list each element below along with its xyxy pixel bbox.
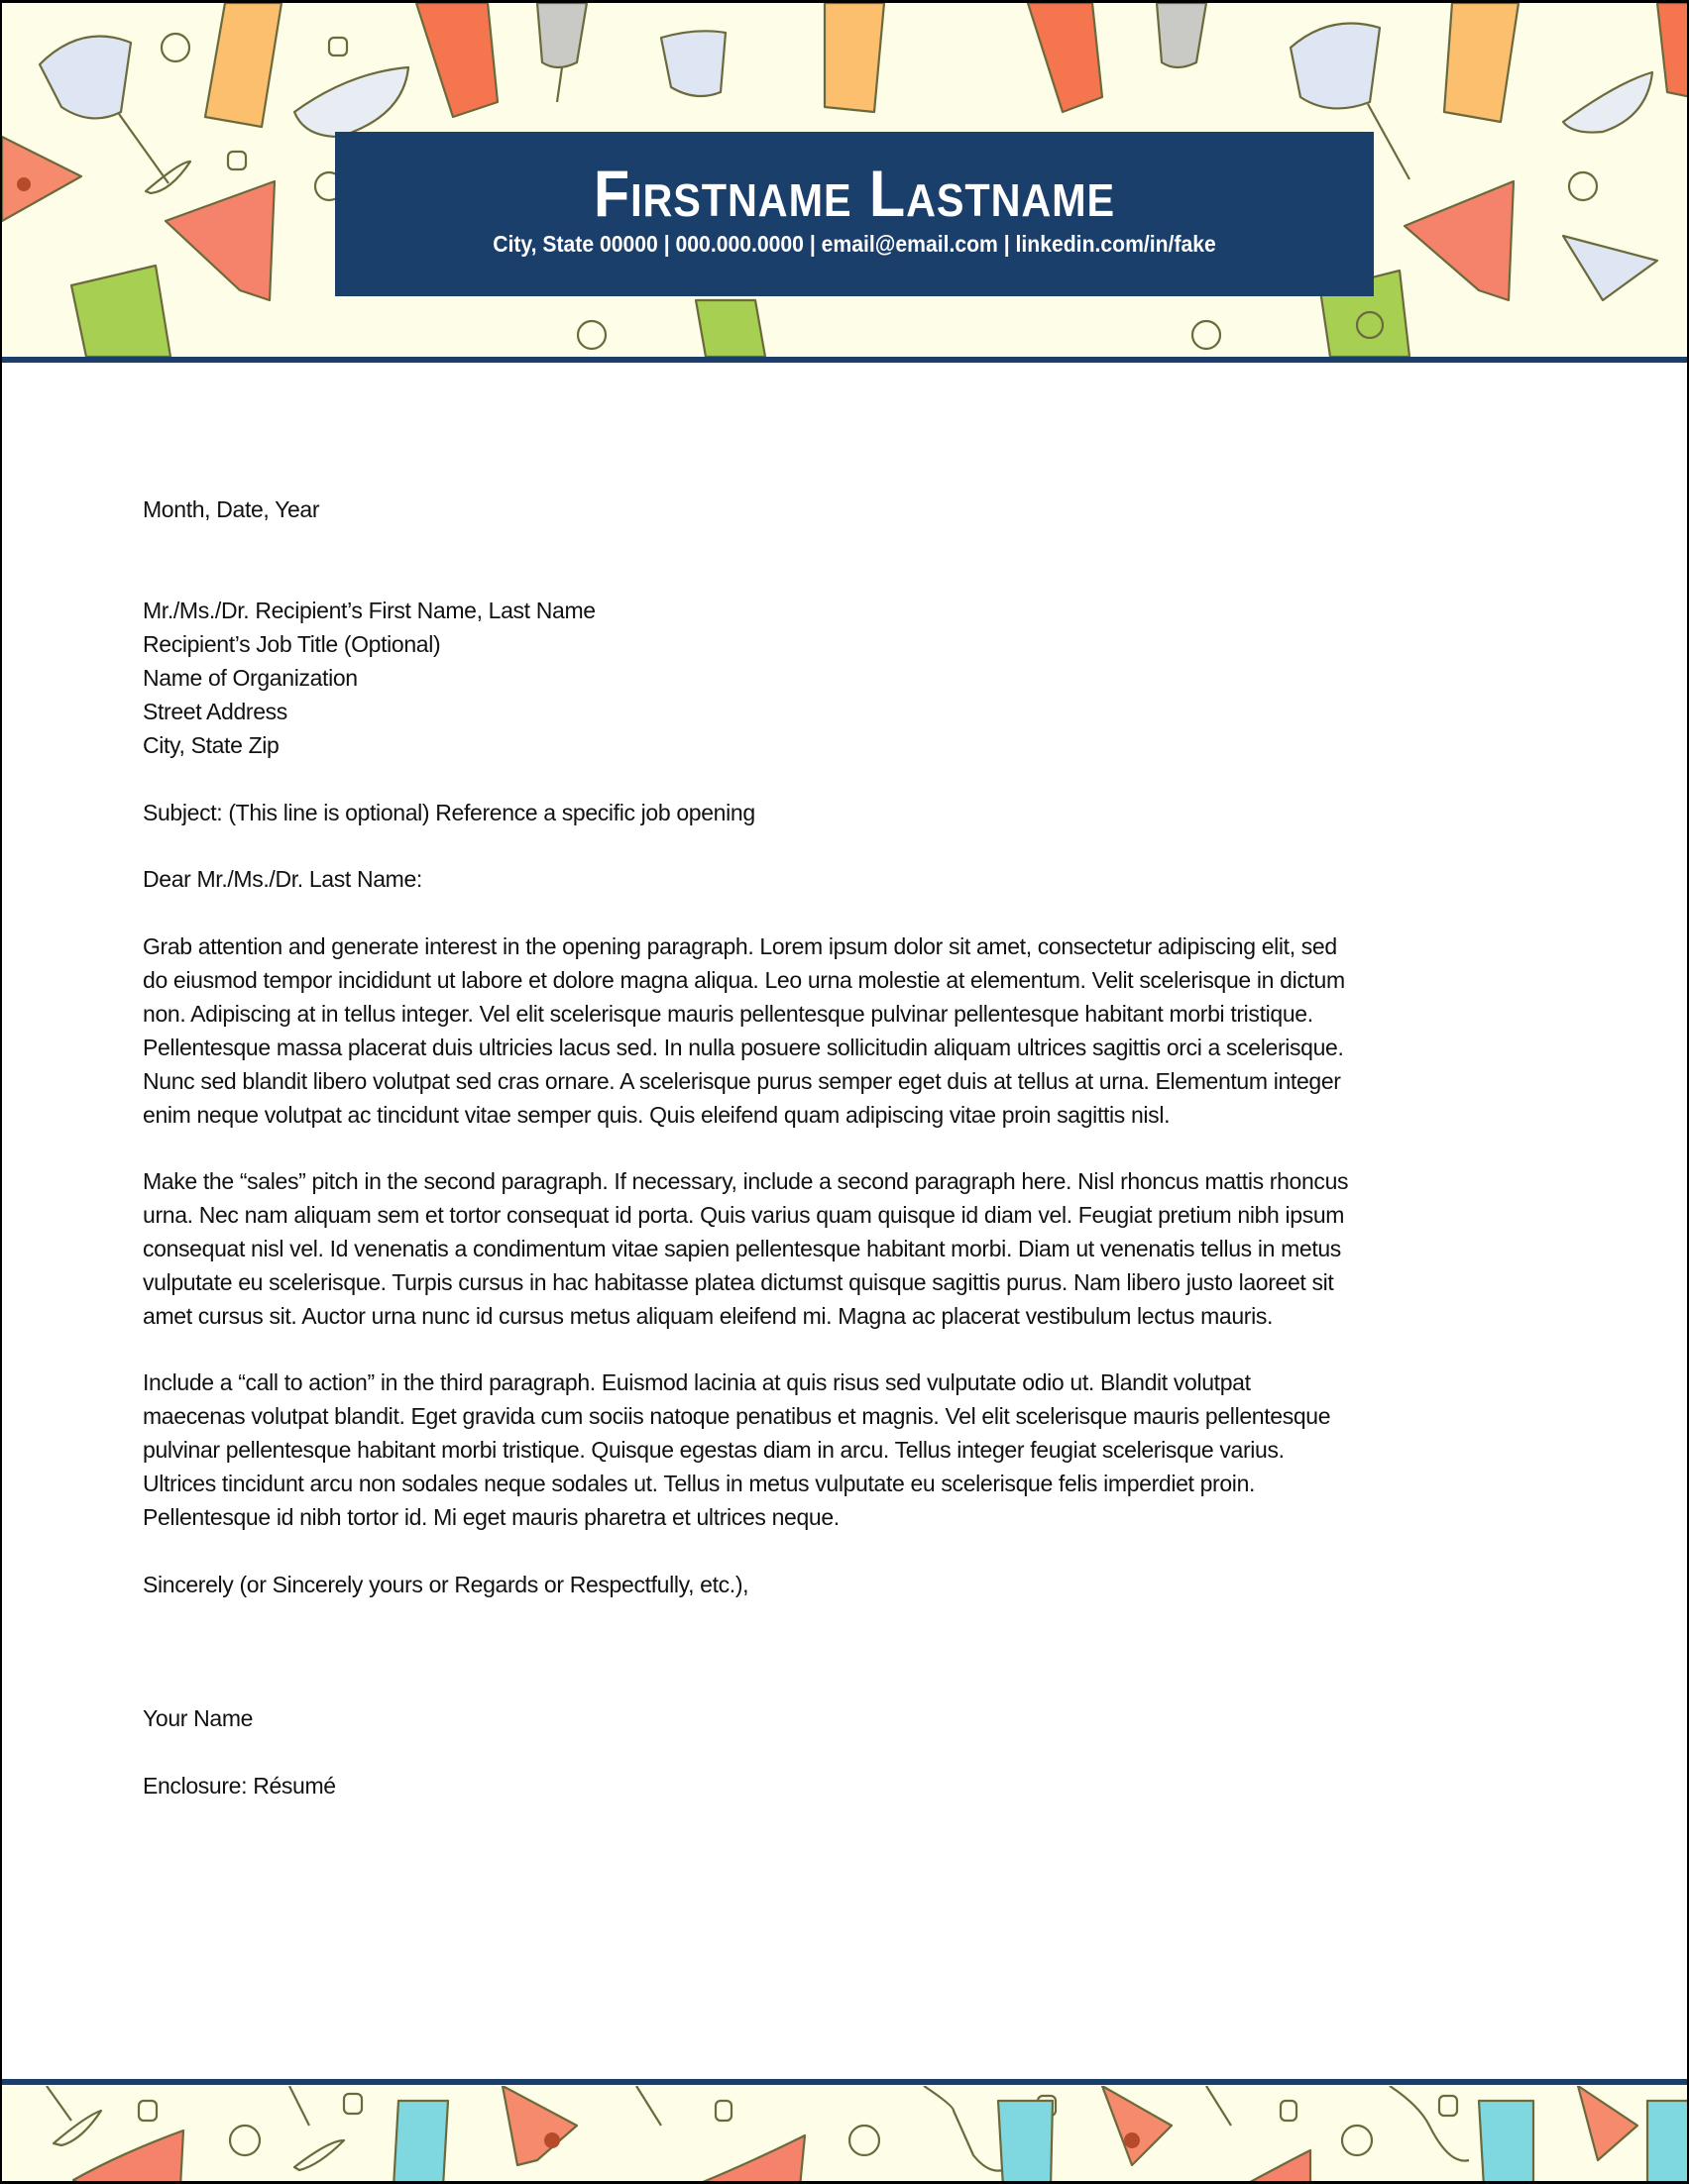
name-header-box: [335, 132, 1374, 296]
contact-line: City, State 00000 | 000.000.0000 | email@email.com | linkedin.com/in/fake: [493, 231, 1216, 257]
cocktail-pattern-icon: [2, 2086, 1687, 2184]
signature-name: Your Name: [143, 1705, 254, 1731]
footer-divider-rule: [2, 2079, 1687, 2085]
paragraph-line: Ultrices tincidunt arcu non sodales neque sodales ut. Tellus in metus vulputate eu scelerisque felis imperdiet proin.: [143, 1471, 1256, 1496]
paragraph-line: pulvinar pellentesque habitant morbi tristique. Quisque egestas diam in arcu. Tellus integer feugiat scelerisque varius.: [143, 1437, 1285, 1463]
enclosure-line: Enclosure: Résumé: [143, 1773, 336, 1799]
applicant-name: Firstname Lastname: [593, 157, 1116, 230]
paragraph-line: enim neque volutpat ac tincidunt vitae semper quis. Quis eleifend quam adipiscing vitae proin sagittis nisl.: [143, 1102, 1171, 1128]
recipient-street-line: Street Address: [143, 699, 287, 724]
paragraph-line: consequat nisl vel. Id venenatis a condimentum vitae sapien pellentesque habitant morbi. Diam ut venenatis tellus in metus: [143, 1236, 1341, 1261]
subject-line: Subject: (This line is optional) Reference a specific job opening: [143, 800, 755, 825]
recipient-name-line: Mr./Ms./Dr. Recipient’s First Name, Last Name: [143, 598, 596, 623]
footer-pattern-band: [2, 2086, 1687, 2184]
paragraph-line: vulputate eu scelerisque. Turpis cursus in hac habitasse platea dictumst quisque sagittis purus. Nam libero justo laoreet sit: [143, 1269, 1334, 1295]
paragraph-line: amet cursus sit. Auctor urna nunc id cursus metus aliquam eleifend mi. Magna ac placerat vestibulum lectus mauris.: [143, 1303, 1274, 1329]
closing-line: Sincerely (or Sincerely yours or Regards or Respectfully, etc.),: [143, 1572, 749, 1597]
recipient-title-line: Recipient’s Job Title (Optional): [143, 631, 441, 657]
paragraph-line: Make the “sales” pitch in the second paragraph. If necessary, include a second paragraph here. Nisl rhoncus mattis rhoncus: [143, 1168, 1349, 1194]
paragraph-line: non. Adipiscing at in tellus integer. Vel elit scelerisque mauris pellentesque pulvinar pellentesque habitant morbi tristique.: [143, 1001, 1313, 1027]
recipient-organization-line: Name of Organization: [143, 665, 358, 691]
paragraph-line: urna. Nec nam aliquam sem et tortor consequat id porta. Quis varius quam quisque id diam vel. Feugiat pretium nibh ipsum: [143, 1202, 1345, 1228]
letter-date: Month, Date, Year: [143, 496, 320, 522]
header-divider-rule: [2, 357, 1687, 363]
salutation: Dear Mr./Ms./Dr. Last Name:: [143, 866, 422, 892]
paragraph-line: Grab attention and generate interest in the opening paragraph. Lorem ipsum dolor sit amet, consectetur adipiscing elit, sed: [143, 933, 1337, 959]
paragraph-line: maecenas volutpat blandit. Eget gravida cum sociis natoque penatibus et magnis. Vel elit scelerisque mauris pellentesque: [143, 1403, 1331, 1429]
paragraph-line: do eiusmod tempor incididunt ut labore et dolore magna aliqua. Leo urna molestie at elementum. Velit scelerisque in dictum: [143, 967, 1345, 993]
paragraph-line: Pellentesque massa placerat duis ultricies lacus sed. In nulla posuere sollicitudin aliquam ultrices sagittis orci a scelerisque.: [143, 1035, 1344, 1060]
paragraph-line: Include a “call to action” in the third paragraph. Euismod lacinia at quis risus sed vulputate odio ut. Blandit volutpat: [143, 1369, 1251, 1395]
paragraph-line: Nunc sed blandit libero volutpat sed cras ornare. A scelerisque purus semper eget duis at tellus at urna. Elementum integer: [143, 1068, 1341, 1094]
recipient-city-line: City, State Zip: [143, 732, 280, 758]
paragraph-line: Pellentesque id nibh tortor id. Mi eget mauris pharetra et ultrices neque.: [143, 1504, 840, 1530]
